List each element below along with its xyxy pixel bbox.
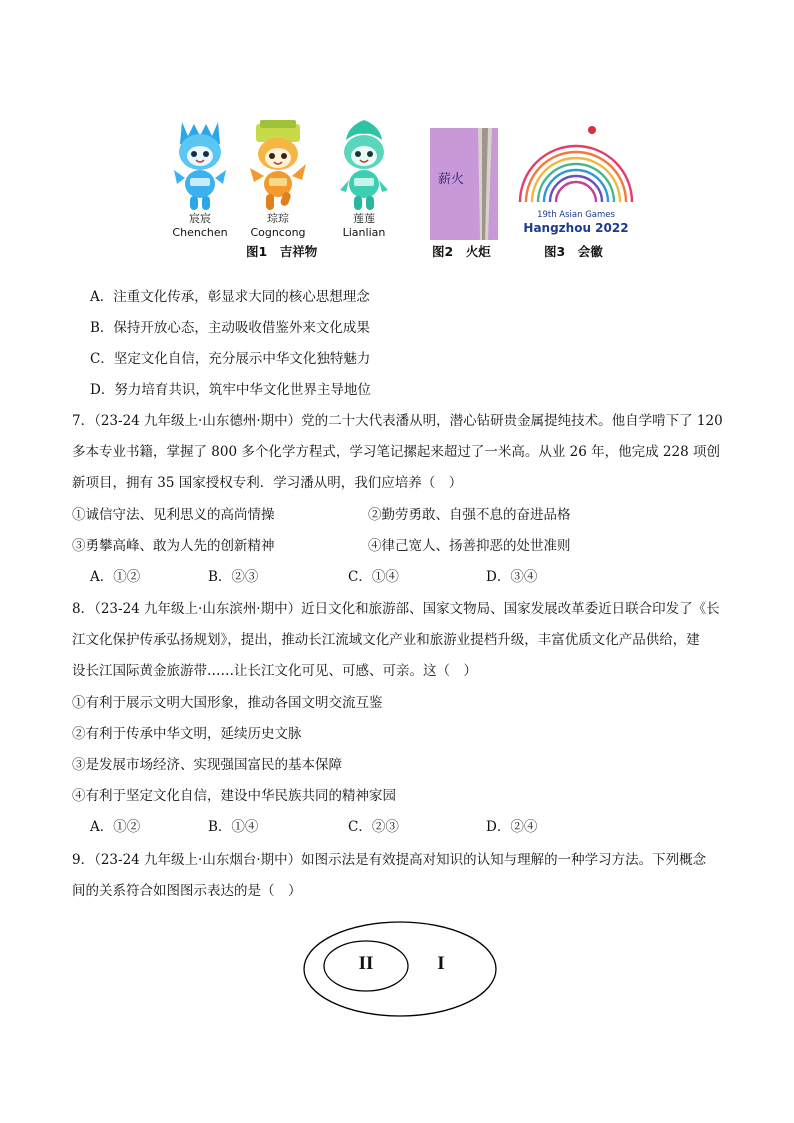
inner-label: II (358, 953, 374, 974)
figure-row (160, 114, 640, 264)
q8-choice-d: D．②④ (486, 819, 538, 835)
q9-stem-line-1: 9．（23-24 九年级上·山东烟台·期中）如图示法是有效提高对知识的认知与理解的一种学习方法。下列概念 (72, 852, 707, 868)
q8-item-4: ④有利于坚定文化自信，建设中华民族共同的精神家园 (72, 788, 396, 804)
q8-item-3: ③是发展市场经济、实现强国富民的基本保障 (72, 757, 342, 773)
mascot-congcong-image (246, 118, 310, 216)
q6-option-d: D．努力培育共识，筑牢中华文化世界主导地位 (90, 382, 371, 398)
outer-ellipse (304, 922, 496, 1016)
q7-choice-a: A．①② (90, 569, 141, 585)
emblem-image (516, 124, 636, 242)
q7-item-1: ①诚信守法、见利思义的高尚情操 (72, 507, 275, 523)
mascot-chenchen-image (168, 118, 232, 216)
mascot-name-en: Chenchen (172, 226, 228, 239)
torch-text: 薪火 (437, 172, 464, 187)
mascot-name-cn: 琮琮 (267, 212, 289, 225)
mascot-lianlian-image (332, 118, 396, 216)
q8-choice-c: C．②③ (348, 819, 399, 835)
q8-stem-line-1: 8．（23-24 九年级上·山东滨州·期中）近日文化和旅游部、国家文物局、国家发展改革委近日联合印发了《长 (72, 601, 720, 617)
q7-item-2: ②勤劳勇敢、自强不息的奋进品格 (368, 507, 571, 523)
q8-stem-line-2: 江文化保护传承弘扬规划》，提出，推动长江流域文化产业和旅游业提档升级，丰富优质文化产品供给，建 (72, 632, 700, 648)
mascot-name-en: Cogncong (250, 226, 306, 239)
q8-choice-a: A．①② (90, 819, 141, 835)
q7-item-4: ④律己宽人、扬善抑恶的处世准则 (368, 538, 571, 554)
mascot-name-en: Lianlian (342, 226, 386, 239)
mascot-name-cn: 莲莲 (353, 212, 375, 225)
q8-item-2: ②有利于传承中华文明，延续历史文脉 (72, 726, 302, 742)
q6-option-c: C．坚定文化自信，充分展示中华文化独特魅力 (90, 351, 371, 367)
q7-choice-c: C．①④ (348, 569, 399, 585)
q7-item-3: ③勇攀高峰、敢为人先的创新精神 (72, 538, 275, 554)
q6-option-b: B．保持开放心态，主动吸收借鉴外来文化成果 (90, 320, 370, 336)
mascot-congcong-label (238, 212, 318, 240)
q8-item-1: ①有利于展示文明大国形象，推动各国文明交流互鉴 (72, 695, 383, 711)
mascot-lianlian-label (324, 212, 404, 240)
q7-stem-line-3: 新项目，拥有 35 国家授权专利．学习潘从明，我们应培养（ ） (72, 475, 463, 491)
mascot-chenchen-label (160, 212, 240, 240)
q7-stem-line-2: 多本专业书籍，掌握了 800 多个化学方程式，学习笔记摞起来超过了一米高。从业 26 年，他完成 228 项创 (72, 444, 720, 460)
q8-stem-line-3: 设长江国际黄金旅游带……让长江文化可见、可感、可亲。这（ ） (72, 663, 477, 679)
concept-diagram (302, 920, 498, 1018)
emblem-line1: 19th Asian Games (537, 210, 615, 220)
caption-mascot: 图1 吉祥物 (246, 244, 318, 259)
mascot-name-cn: 宸宸 (189, 212, 211, 225)
caption-emblem: 图3 会徽 (544, 244, 603, 259)
emblem-line2: Hangzhou 2022 (523, 221, 629, 235)
torch-image (430, 128, 498, 240)
q9-stem-line-2: 间的关系符合如图图示表达的是（ ） (72, 883, 302, 899)
caption-torch: 图2 火炬 (432, 244, 491, 259)
q7-choice-b: B．②③ (208, 569, 259, 585)
q7-choice-d: D．③④ (486, 569, 538, 585)
q7-stem-line-1: 7．（23-24 九年级上·山东德州·期中）党的二十大代表潘从明，潜心钻研贵金属提纯技术。他自学啃下了 120 (72, 413, 723, 429)
outer-label: I (437, 953, 445, 974)
q6-option-a: A．注重文化传承，彰显求大同的核心思想理念 (90, 289, 370, 305)
q8-choice-b: B．①④ (208, 819, 259, 835)
